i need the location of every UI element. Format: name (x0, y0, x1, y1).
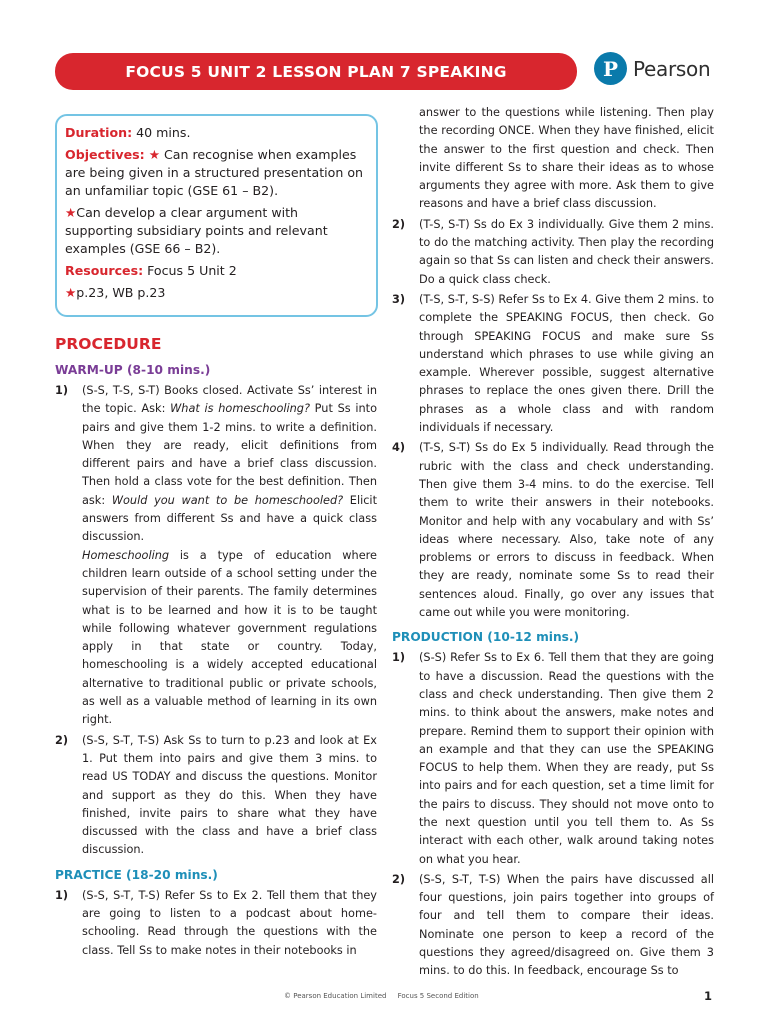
pearson-logo-icon: P (594, 52, 627, 85)
duration-line (65, 124, 368, 142)
procedure-heading: PROCEDURE (55, 335, 162, 353)
item-number: 3) (392, 292, 406, 306)
item-text: (S-S) Refer Ss to Ex 6. Tell them that they are going to have a discussion. Read the questions with the class and check understanding. Then give them 2 mins. to think about the answers, make notes and prepare. Remind them to support their opinion with an example and that they can use the SPEAKING FOCUS to help them. When they are ready, put Ss into pairs and for each question, set a time limit for the pairs to discuss. They should not move onto to the next question until you tell them to. As Ss interact with each other, walk around taking notes on what you hear. (419, 651, 714, 866)
item-text: (T-S, S-T, S-S) Refer Ss to Ex 4. Give them 2 mins. to complete the SPEAKING FOCUS, then check. Go through SPEAKING FOCUS and make sure Ss understand which phrases to use while giving an example. Wherever possible, suggest alternative phrases to replace the ones given there. Drill the phrases as a whole class and with random individuals if necessary. (419, 292, 714, 435)
resources-line (65, 262, 368, 280)
practice-item-1-continued: answer to the questions while listening. Then play the recording ONCE. When they have finished, elicit the answer to the first question and check. Then invite different Ss to share their ideas as to whose arguments they agree with more. Ask them to give reasons and have a brief class discussion. (419, 106, 714, 211)
page-number: 1 (704, 989, 713, 1003)
item-body (82, 382, 377, 730)
item-number: 2) (392, 217, 406, 231)
item-text: (S-S, S-T, T-S) When the pairs have discussed all four questions, join pairs together into groups of four and tell them to compare their ideas. Nominate one person to keep a record of the questions they agreed/disagreed on. Give them 3 mins. to do this. In feedback, encourage Ss to (419, 872, 714, 978)
warmup-item-2 (55, 732, 377, 860)
resources-line-2 (65, 284, 368, 302)
page-title: FOCUS 5 UNIT 2 LESSON PLAN 7 SPEAKING (125, 62, 507, 81)
practice-item-1 (55, 887, 377, 960)
item-number: 2) (392, 872, 406, 886)
production-heading: PRODUCTION (10-12 mins.) (392, 630, 580, 645)
item-number: 4) (392, 441, 406, 455)
production-item-1 (392, 649, 714, 869)
item-text: Put Ss into pairs and give them 1-2 mins. to write a definition. When they are ready, elicit definitions from different pairs and have a brief class discussion. Then hold a class vote for the best definition. Then ask: (82, 402, 378, 507)
practice-item-4 (392, 439, 714, 622)
definition-text: is a type of education where children learn outside of a school setting under the supervision of their parents. The family determines what is to be learned and how it is to be taught while following whatever government regulations apply in that state or country. Today, homeschooling is a widely accepted educational alternative to traditional public or private schools, as well as a valuable method of learning in its own right. (82, 548, 377, 727)
duration-value: 40 mins. (136, 125, 191, 140)
objective-2 (65, 204, 368, 258)
resources-label: Resources: (65, 263, 144, 278)
resources-pages: p.23, WB p.23 (76, 285, 166, 300)
item-number: 1) (392, 651, 406, 665)
item-number: 1) (55, 384, 69, 397)
left-column (55, 334, 377, 962)
star-icon: ★ (148, 147, 160, 162)
star-icon: ★ (65, 205, 77, 220)
duration-label: Duration: (65, 125, 133, 140)
question-text: What is homeschooling? (170, 402, 310, 416)
page-footer (0, 991, 768, 1005)
objective-1-text: Can recognise when examples are being given in a structured presentation on an unfamiliar topic (GSE 61 – B2). (65, 147, 364, 198)
star-icon: ★ (65, 285, 77, 300)
warmup-item-1 (55, 382, 377, 730)
item-text: Elicit answers from different Ss and have a quick class discussion. (82, 493, 377, 544)
item-number: 1) (55, 888, 69, 902)
item-number: 2) (55, 733, 69, 747)
warmup-heading: WARM-UP (8-10 mins.) (55, 363, 211, 377)
definition-paragraph (82, 547, 377, 730)
item-paragraph (82, 382, 377, 547)
objectives-label: Objectives: (65, 147, 145, 162)
edition-text: Focus 5 Second Edition (397, 992, 479, 1000)
question-text: Would you want to be homeschooled? (111, 493, 344, 507)
item-text: (T-S, S-T) Ss do Ex 5 individually. Read through the rubric with the class and check understanding. Then give them 3-4 mins. to do the exercise. Tell them to write their answers in their notebooks. Monitor and help with any vocabulary and with Ss’ ideas where necessary. Also, take note of any problems or errors to discuss in feedback. When they are ready, nominate some Ss to read their sentences aloud. Finally, go over any issues that came out while you were monitoring. (419, 441, 714, 620)
lesson-info-box (55, 114, 378, 317)
definition-term: Homeschooling (82, 548, 170, 562)
lesson-title-bar (55, 53, 577, 90)
item-text: (S-S, S-T, T-S) Ask Ss to turn to p.23 and look at Ex 1. Put them into pairs and give them 3 mins. to read US TODAY and discuss the questions. Monitor and support as they do this. When they have finished, invite pairs to share what they have discussed with the class and have a brief class discussion. (82, 733, 377, 857)
practice-item-2 (392, 216, 714, 289)
right-column (392, 104, 714, 983)
practice-item-3 (392, 291, 714, 437)
practice-heading: PRACTICE (18-20 mins.) (55, 867, 218, 882)
item-text: (T-S, S-T) Ss do Ex 3 individually. Give them 2 mins. to do the matching activity. Then play the recording again so that Ss can listen and check their answers. Do a quick class check. (419, 217, 714, 286)
objective-2-text: Can develop a clear argument with supporting subsidiary points and relevant examples (GSE 66 – B2). (65, 205, 328, 256)
item-text: (S-S, T-S, S-T) Books closed. Activate Ss’ interest in the topic. Ask: (82, 384, 377, 416)
footer-text (284, 992, 479, 1000)
pearson-logo (594, 52, 710, 85)
pearson-logo-text: Pearson (633, 56, 711, 81)
copyright-text: © Pearson Education Limited (284, 992, 387, 1000)
item-text: (S-S, S-T, T-S) Refer Ss to Ex 2. Tell them that they are going to listen to a podcast about home-schooling. Read through the questions with the class. Tell Ss to make notes in their notebooks in (82, 888, 377, 957)
resources-value: Focus 5 Unit 2 (147, 263, 237, 278)
objective-1 (65, 146, 368, 200)
production-item-2 (392, 871, 714, 981)
